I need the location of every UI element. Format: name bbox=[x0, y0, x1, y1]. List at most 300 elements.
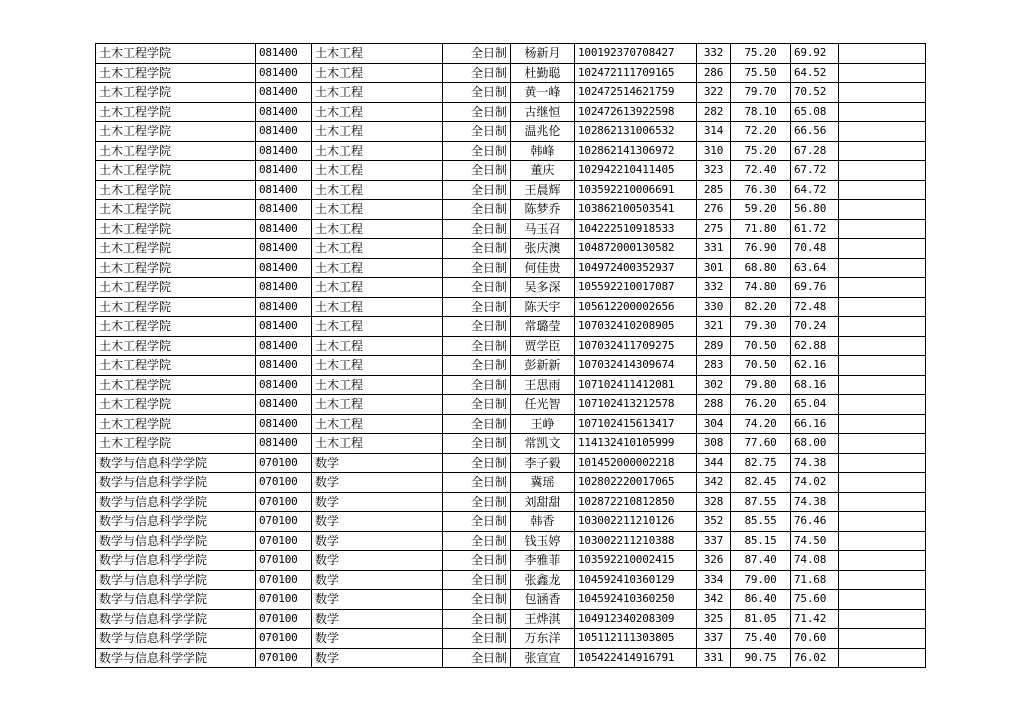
study-mode-cell: 全日制 bbox=[443, 531, 511, 551]
major-cell: 土木工程 bbox=[312, 83, 443, 103]
blank-cell bbox=[839, 375, 926, 395]
study-mode-cell: 全日制 bbox=[443, 83, 511, 103]
initial-score-cell: 310 bbox=[697, 141, 731, 161]
blank-cell bbox=[839, 297, 926, 317]
exam-id-cell: 102872210812850 bbox=[575, 492, 697, 512]
major-cell: 土木工程 bbox=[312, 141, 443, 161]
major-cell: 土木工程 bbox=[312, 297, 443, 317]
major-code-cell: 081400 bbox=[256, 63, 312, 83]
exam-id-cell: 105422414916791 bbox=[575, 648, 697, 668]
exam-id-cell: 103592210006691 bbox=[575, 180, 697, 200]
retest-score-cell: 75.20 bbox=[731, 44, 791, 64]
total-score-cell: 75.60 bbox=[791, 590, 839, 610]
college-cell: 数学与信息科学学院 bbox=[96, 512, 256, 532]
total-score-cell: 72.48 bbox=[791, 297, 839, 317]
student-name-cell: 黄一峰 bbox=[511, 83, 575, 103]
exam-id-cell: 102472514621759 bbox=[575, 83, 697, 103]
total-score-cell: 66.16 bbox=[791, 414, 839, 434]
exam-id-cell: 105592210017087 bbox=[575, 278, 697, 298]
college-cell: 土木工程学院 bbox=[96, 83, 256, 103]
total-score-cell: 65.08 bbox=[791, 102, 839, 122]
college-cell: 土木工程学院 bbox=[96, 63, 256, 83]
total-score-cell: 65.04 bbox=[791, 395, 839, 415]
blank-cell bbox=[839, 239, 926, 259]
blank-cell bbox=[839, 122, 926, 142]
major-code-cell: 081400 bbox=[256, 122, 312, 142]
retest-score-cell: 74.80 bbox=[731, 278, 791, 298]
exam-id-cell: 107032411709275 bbox=[575, 336, 697, 356]
college-cell: 数学与信息科学学院 bbox=[96, 648, 256, 668]
college-cell: 土木工程学院 bbox=[96, 356, 256, 376]
study-mode-cell: 全日制 bbox=[443, 375, 511, 395]
exam-id-cell: 100192370708427 bbox=[575, 44, 697, 64]
retest-score-cell: 70.50 bbox=[731, 356, 791, 376]
retest-score-cell: 87.55 bbox=[731, 492, 791, 512]
exam-id-cell: 104222510918533 bbox=[575, 219, 697, 239]
table-row bbox=[96, 629, 926, 649]
retest-score-cell: 82.45 bbox=[731, 473, 791, 493]
major-code-cell: 070100 bbox=[256, 590, 312, 610]
college-cell: 数学与信息科学学院 bbox=[96, 531, 256, 551]
student-name-cell: 杨新月 bbox=[511, 44, 575, 64]
major-cell: 土木工程 bbox=[312, 161, 443, 181]
major-cell: 土木工程 bbox=[312, 375, 443, 395]
initial-score-cell: 276 bbox=[697, 200, 731, 220]
blank-cell bbox=[839, 395, 926, 415]
exam-id-cell: 102862141306972 bbox=[575, 141, 697, 161]
table-row bbox=[96, 180, 926, 200]
student-name-cell: 张宣宣 bbox=[511, 648, 575, 668]
student-name-cell: 常璐莹 bbox=[511, 317, 575, 337]
major-cell: 数学 bbox=[312, 590, 443, 610]
retest-score-cell: 81.05 bbox=[731, 609, 791, 629]
initial-score-cell: 326 bbox=[697, 551, 731, 571]
initial-score-cell: 337 bbox=[697, 629, 731, 649]
major-code-cell: 070100 bbox=[256, 609, 312, 629]
exam-id-cell: 104592410360129 bbox=[575, 570, 697, 590]
initial-score-cell: 334 bbox=[697, 570, 731, 590]
total-score-cell: 74.08 bbox=[791, 551, 839, 571]
college-cell: 数学与信息科学学院 bbox=[96, 492, 256, 512]
college-cell: 土木工程学院 bbox=[96, 180, 256, 200]
blank-cell bbox=[839, 434, 926, 454]
study-mode-cell: 全日制 bbox=[443, 629, 511, 649]
total-score-cell: 62.88 bbox=[791, 336, 839, 356]
college-cell: 数学与信息科学学院 bbox=[96, 629, 256, 649]
major-code-cell: 081400 bbox=[256, 356, 312, 376]
major-cell: 数学 bbox=[312, 609, 443, 629]
study-mode-cell: 全日制 bbox=[443, 648, 511, 668]
major-cell: 土木工程 bbox=[312, 258, 443, 278]
initial-score-cell: 286 bbox=[697, 63, 731, 83]
major-cell: 数学 bbox=[312, 551, 443, 571]
total-score-cell: 71.68 bbox=[791, 570, 839, 590]
major-cell: 土木工程 bbox=[312, 356, 443, 376]
major-code-cell: 081400 bbox=[256, 414, 312, 434]
table-row bbox=[96, 200, 926, 220]
major-cell: 土木工程 bbox=[312, 102, 443, 122]
college-cell: 土木工程学院 bbox=[96, 297, 256, 317]
table-row bbox=[96, 375, 926, 395]
table-row bbox=[96, 609, 926, 629]
blank-cell bbox=[839, 219, 926, 239]
initial-score-cell: 344 bbox=[697, 453, 731, 473]
major-cell: 数学 bbox=[312, 531, 443, 551]
major-cell: 土木工程 bbox=[312, 317, 443, 337]
table-body bbox=[96, 44, 926, 668]
table-row bbox=[96, 278, 926, 298]
retest-score-cell: 76.30 bbox=[731, 180, 791, 200]
blank-cell bbox=[839, 180, 926, 200]
total-score-cell: 70.48 bbox=[791, 239, 839, 259]
total-score-cell: 74.38 bbox=[791, 492, 839, 512]
retest-score-cell: 79.30 bbox=[731, 317, 791, 337]
table-row bbox=[96, 434, 926, 454]
table-row bbox=[96, 102, 926, 122]
total-score-cell: 66.56 bbox=[791, 122, 839, 142]
initial-score-cell: 342 bbox=[697, 590, 731, 610]
retest-score-cell: 75.50 bbox=[731, 63, 791, 83]
major-code-cell: 081400 bbox=[256, 141, 312, 161]
initial-score-cell: 304 bbox=[697, 414, 731, 434]
retest-score-cell: 79.00 bbox=[731, 570, 791, 590]
student-name-cell: 陈天宇 bbox=[511, 297, 575, 317]
exam-id-cell: 114132410105999 bbox=[575, 434, 697, 454]
table-row bbox=[96, 161, 926, 181]
table-row bbox=[96, 141, 926, 161]
exam-id-cell: 103862100503541 bbox=[575, 200, 697, 220]
student-name-cell: 王烨淇 bbox=[511, 609, 575, 629]
major-cell: 数学 bbox=[312, 453, 443, 473]
major-cell: 数学 bbox=[312, 629, 443, 649]
total-score-cell: 74.02 bbox=[791, 473, 839, 493]
blank-cell bbox=[839, 356, 926, 376]
total-score-cell: 62.16 bbox=[791, 356, 839, 376]
study-mode-cell: 全日制 bbox=[443, 395, 511, 415]
college-cell: 数学与信息科学学院 bbox=[96, 590, 256, 610]
initial-score-cell: 330 bbox=[697, 297, 731, 317]
table-row bbox=[96, 317, 926, 337]
blank-cell bbox=[839, 492, 926, 512]
exam-id-cell: 102472613922598 bbox=[575, 102, 697, 122]
student-name-cell: 古继恒 bbox=[511, 102, 575, 122]
retest-score-cell: 72.40 bbox=[731, 161, 791, 181]
table-row bbox=[96, 453, 926, 473]
total-score-cell: 61.72 bbox=[791, 219, 839, 239]
blank-cell bbox=[839, 317, 926, 337]
student-name-cell: 王思雨 bbox=[511, 375, 575, 395]
major-cell: 数学 bbox=[312, 492, 443, 512]
college-cell: 数学与信息科学学院 bbox=[96, 453, 256, 473]
major-code-cell: 081400 bbox=[256, 83, 312, 103]
retest-score-cell: 77.60 bbox=[731, 434, 791, 454]
initial-score-cell: 282 bbox=[697, 102, 731, 122]
major-cell: 土木工程 bbox=[312, 278, 443, 298]
retest-score-cell: 87.40 bbox=[731, 551, 791, 571]
major-code-cell: 070100 bbox=[256, 473, 312, 493]
initial-score-cell: 323 bbox=[697, 161, 731, 181]
college-cell: 土木工程学院 bbox=[96, 239, 256, 259]
major-code-cell: 070100 bbox=[256, 629, 312, 649]
blank-cell bbox=[839, 278, 926, 298]
blank-cell bbox=[839, 102, 926, 122]
initial-score-cell: 352 bbox=[697, 512, 731, 532]
retest-score-cell: 75.40 bbox=[731, 629, 791, 649]
college-cell: 土木工程学院 bbox=[96, 200, 256, 220]
total-score-cell: 70.60 bbox=[791, 629, 839, 649]
major-cell: 土木工程 bbox=[312, 414, 443, 434]
table-row bbox=[96, 122, 926, 142]
initial-score-cell: 331 bbox=[697, 648, 731, 668]
initial-score-cell: 332 bbox=[697, 278, 731, 298]
study-mode-cell: 全日制 bbox=[443, 63, 511, 83]
blank-cell bbox=[839, 570, 926, 590]
student-name-cell: 钱玉婷 bbox=[511, 531, 575, 551]
student-name-cell: 王峥 bbox=[511, 414, 575, 434]
initial-score-cell: 314 bbox=[697, 122, 731, 142]
initial-score-cell: 302 bbox=[697, 375, 731, 395]
study-mode-cell: 全日制 bbox=[443, 492, 511, 512]
blank-cell bbox=[839, 473, 926, 493]
total-score-cell: 70.52 bbox=[791, 83, 839, 103]
exam-id-cell: 104972400352937 bbox=[575, 258, 697, 278]
major-code-cell: 081400 bbox=[256, 219, 312, 239]
college-cell: 数学与信息科学学院 bbox=[96, 551, 256, 571]
student-name-cell: 包涵香 bbox=[511, 590, 575, 610]
table-row bbox=[96, 473, 926, 493]
total-score-cell: 76.46 bbox=[791, 512, 839, 532]
study-mode-cell: 全日制 bbox=[443, 570, 511, 590]
blank-cell bbox=[839, 141, 926, 161]
table-row bbox=[96, 336, 926, 356]
major-code-cell: 070100 bbox=[256, 570, 312, 590]
major-cell: 土木工程 bbox=[312, 180, 443, 200]
college-cell: 土木工程学院 bbox=[96, 102, 256, 122]
student-name-cell: 杜勤聪 bbox=[511, 63, 575, 83]
retest-score-cell: 85.55 bbox=[731, 512, 791, 532]
student-name-cell: 彭新新 bbox=[511, 356, 575, 376]
blank-cell bbox=[839, 336, 926, 356]
retest-score-cell: 68.80 bbox=[731, 258, 791, 278]
initial-score-cell: 332 bbox=[697, 44, 731, 64]
total-score-cell: 68.00 bbox=[791, 434, 839, 454]
study-mode-cell: 全日制 bbox=[443, 200, 511, 220]
retest-score-cell: 75.20 bbox=[731, 141, 791, 161]
retest-score-cell: 76.20 bbox=[731, 395, 791, 415]
student-name-cell: 吴多深 bbox=[511, 278, 575, 298]
retest-score-cell: 79.80 bbox=[731, 375, 791, 395]
retest-score-cell: 90.75 bbox=[731, 648, 791, 668]
exam-id-cell: 103002211210388 bbox=[575, 531, 697, 551]
study-mode-cell: 全日制 bbox=[443, 453, 511, 473]
table-row bbox=[96, 590, 926, 610]
student-name-cell: 温兆伦 bbox=[511, 122, 575, 142]
major-code-cell: 070100 bbox=[256, 512, 312, 532]
table-row bbox=[96, 83, 926, 103]
major-cell: 土木工程 bbox=[312, 395, 443, 415]
student-name-cell: 董庆 bbox=[511, 161, 575, 181]
major-cell: 土木工程 bbox=[312, 219, 443, 239]
college-cell: 土木工程学院 bbox=[96, 414, 256, 434]
student-name-cell: 冀瑶 bbox=[511, 473, 575, 493]
study-mode-cell: 全日制 bbox=[443, 102, 511, 122]
major-code-cell: 081400 bbox=[256, 180, 312, 200]
major-code-cell: 081400 bbox=[256, 239, 312, 259]
study-mode-cell: 全日制 bbox=[443, 609, 511, 629]
major-cell: 数学 bbox=[312, 648, 443, 668]
student-name-cell: 马玉召 bbox=[511, 219, 575, 239]
total-score-cell: 56.80 bbox=[791, 200, 839, 220]
study-mode-cell: 全日制 bbox=[443, 122, 511, 142]
table-row bbox=[96, 512, 926, 532]
student-name-cell: 陈梦乔 bbox=[511, 200, 575, 220]
initial-score-cell: 275 bbox=[697, 219, 731, 239]
major-cell: 数学 bbox=[312, 570, 443, 590]
exam-id-cell: 104592410360250 bbox=[575, 590, 697, 610]
blank-cell bbox=[839, 44, 926, 64]
major-cell: 土木工程 bbox=[312, 434, 443, 454]
exam-id-cell: 105112111303805 bbox=[575, 629, 697, 649]
major-cell: 土木工程 bbox=[312, 239, 443, 259]
major-code-cell: 081400 bbox=[256, 258, 312, 278]
exam-id-cell: 104872000130582 bbox=[575, 239, 697, 259]
retest-score-cell: 71.80 bbox=[731, 219, 791, 239]
college-cell: 土木工程学院 bbox=[96, 161, 256, 181]
table-row bbox=[96, 258, 926, 278]
college-cell: 土木工程学院 bbox=[96, 336, 256, 356]
study-mode-cell: 全日制 bbox=[443, 297, 511, 317]
total-score-cell: 76.02 bbox=[791, 648, 839, 668]
blank-cell bbox=[839, 83, 926, 103]
student-name-cell: 李雅菲 bbox=[511, 551, 575, 571]
total-score-cell: 64.52 bbox=[791, 63, 839, 83]
initial-score-cell: 283 bbox=[697, 356, 731, 376]
exam-id-cell: 102942210411405 bbox=[575, 161, 697, 181]
table-row bbox=[96, 648, 926, 668]
total-score-cell: 67.72 bbox=[791, 161, 839, 181]
total-score-cell: 74.38 bbox=[791, 453, 839, 473]
table-row bbox=[96, 356, 926, 376]
student-name-cell: 贾学臣 bbox=[511, 336, 575, 356]
blank-cell bbox=[839, 258, 926, 278]
blank-cell bbox=[839, 551, 926, 571]
study-mode-cell: 全日制 bbox=[443, 414, 511, 434]
retest-score-cell: 74.20 bbox=[731, 414, 791, 434]
major-code-cell: 081400 bbox=[256, 395, 312, 415]
blank-cell bbox=[839, 531, 926, 551]
initial-score-cell: 331 bbox=[697, 239, 731, 259]
student-name-cell: 韩香 bbox=[511, 512, 575, 532]
college-cell: 数学与信息科学学院 bbox=[96, 570, 256, 590]
initial-score-cell: 289 bbox=[697, 336, 731, 356]
student-name-cell: 张庆澳 bbox=[511, 239, 575, 259]
major-cell: 数学 bbox=[312, 473, 443, 493]
blank-cell bbox=[839, 453, 926, 473]
admission-table bbox=[95, 43, 926, 668]
major-code-cell: 081400 bbox=[256, 297, 312, 317]
major-code-cell: 081400 bbox=[256, 317, 312, 337]
retest-score-cell: 79.70 bbox=[731, 83, 791, 103]
initial-score-cell: 308 bbox=[697, 434, 731, 454]
college-cell: 土木工程学院 bbox=[96, 141, 256, 161]
total-score-cell: 63.64 bbox=[791, 258, 839, 278]
retest-score-cell: 70.50 bbox=[731, 336, 791, 356]
exam-id-cell: 102472111709165 bbox=[575, 63, 697, 83]
blank-cell bbox=[839, 63, 926, 83]
exam-id-cell: 103002211210126 bbox=[575, 512, 697, 532]
table-row bbox=[96, 63, 926, 83]
major-code-cell: 070100 bbox=[256, 551, 312, 571]
student-name-cell: 常凯文 bbox=[511, 434, 575, 454]
major-cell: 土木工程 bbox=[312, 122, 443, 142]
study-mode-cell: 全日制 bbox=[443, 161, 511, 181]
total-score-cell: 67.28 bbox=[791, 141, 839, 161]
blank-cell bbox=[839, 512, 926, 532]
college-cell: 土木工程学院 bbox=[96, 122, 256, 142]
exam-id-cell: 102802220017065 bbox=[575, 473, 697, 493]
retest-score-cell: 82.20 bbox=[731, 297, 791, 317]
study-mode-cell: 全日制 bbox=[443, 317, 511, 337]
retest-score-cell: 72.20 bbox=[731, 122, 791, 142]
total-score-cell: 64.72 bbox=[791, 180, 839, 200]
college-cell: 土木工程学院 bbox=[96, 395, 256, 415]
major-code-cell: 070100 bbox=[256, 531, 312, 551]
major-cell: 数学 bbox=[312, 512, 443, 532]
initial-score-cell: 328 bbox=[697, 492, 731, 512]
study-mode-cell: 全日制 bbox=[443, 512, 511, 532]
study-mode-cell: 全日制 bbox=[443, 434, 511, 454]
blank-cell bbox=[839, 161, 926, 181]
exam-id-cell: 103592210002415 bbox=[575, 551, 697, 571]
major-code-cell: 081400 bbox=[256, 336, 312, 356]
exam-id-cell: 105612200002656 bbox=[575, 297, 697, 317]
study-mode-cell: 全日制 bbox=[443, 258, 511, 278]
student-name-cell: 张鑫龙 bbox=[511, 570, 575, 590]
exam-id-cell: 102862131006532 bbox=[575, 122, 697, 142]
total-score-cell: 74.50 bbox=[791, 531, 839, 551]
exam-id-cell: 107032410208905 bbox=[575, 317, 697, 337]
study-mode-cell: 全日制 bbox=[443, 278, 511, 298]
initial-score-cell: 342 bbox=[697, 473, 731, 493]
major-code-cell: 081400 bbox=[256, 161, 312, 181]
student-name-cell: 刘甜甜 bbox=[511, 492, 575, 512]
major-code-cell: 070100 bbox=[256, 492, 312, 512]
total-score-cell: 70.24 bbox=[791, 317, 839, 337]
study-mode-cell: 全日制 bbox=[443, 551, 511, 571]
exam-id-cell: 101452000002218 bbox=[575, 453, 697, 473]
table-row bbox=[96, 414, 926, 434]
student-name-cell: 王晨辉 bbox=[511, 180, 575, 200]
table-row bbox=[96, 531, 926, 551]
table-row bbox=[96, 395, 926, 415]
table-row bbox=[96, 219, 926, 239]
college-cell: 土木工程学院 bbox=[96, 258, 256, 278]
exam-id-cell: 107102415613417 bbox=[575, 414, 697, 434]
major-cell: 土木工程 bbox=[312, 336, 443, 356]
college-cell: 土木工程学院 bbox=[96, 44, 256, 64]
blank-cell bbox=[839, 648, 926, 668]
major-code-cell: 070100 bbox=[256, 453, 312, 473]
major-code-cell: 081400 bbox=[256, 278, 312, 298]
initial-score-cell: 301 bbox=[697, 258, 731, 278]
study-mode-cell: 全日制 bbox=[443, 44, 511, 64]
study-mode-cell: 全日制 bbox=[443, 219, 511, 239]
study-mode-cell: 全日制 bbox=[443, 180, 511, 200]
initial-score-cell: 285 bbox=[697, 180, 731, 200]
major-code-cell: 081400 bbox=[256, 375, 312, 395]
retest-score-cell: 82.75 bbox=[731, 453, 791, 473]
major-cell: 土木工程 bbox=[312, 44, 443, 64]
